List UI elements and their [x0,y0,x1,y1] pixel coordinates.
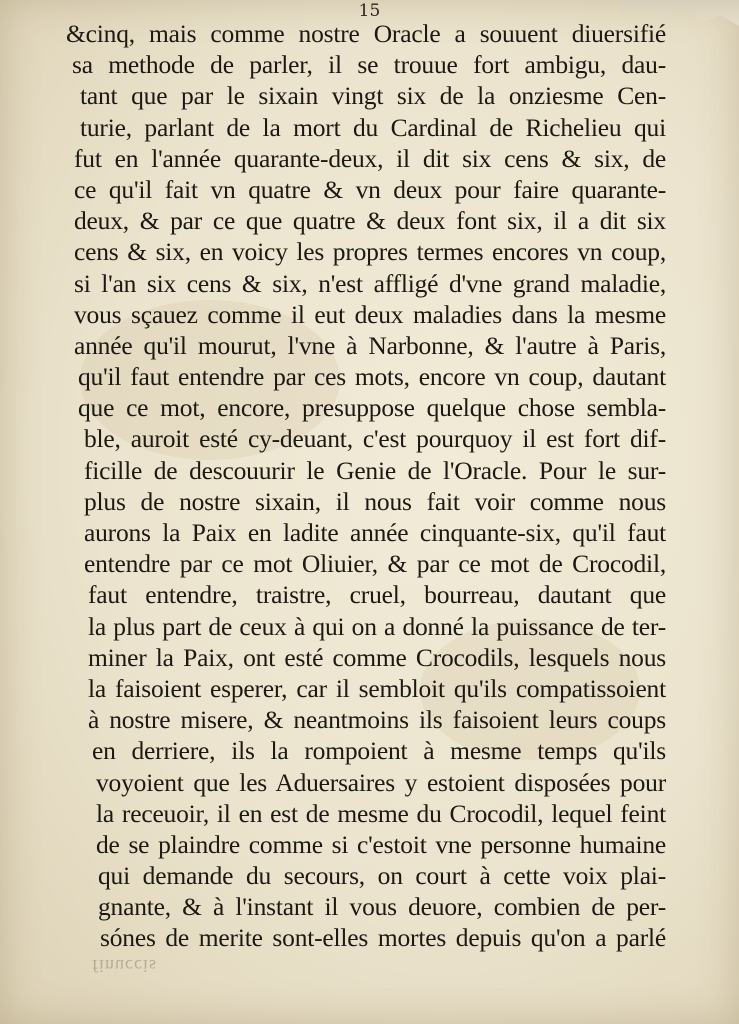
text-line: vous sçauez comme il eut deux maladies dans la mesme [74,299,666,329]
text-line: plus de nostre sixain, il nous fait voir comme nous [84,486,666,516]
text-line: de se plaindre comme si c'estoit vne personne humaine [96,829,666,859]
text-line: ficille de descouurir le Genie de l'Oracle. Pour le sur- [84,455,666,485]
text-line: à nostre misere, & neantmoins ils faisoient leurs coups [88,705,666,735]
text-line: miner la Paix, ont esté comme Crocodils, lesquels nous [88,642,666,672]
text-line: fut en l'année quarante-deux, il dit six cens & six, de [74,143,666,173]
text-line: deux, & par ce que quatre & deux font six, il a dit six [74,206,666,236]
text-line: qui demande du secours, on court à cette voix plai- [98,861,666,891]
text-line: faut entendre, traistre, cruel, bourreau, dautant que [88,580,666,610]
body-text [66,18,666,954]
text-line: tant que par le sixain vingt six de la onziesme Cen- [80,81,666,111]
text-line: la receuoir, il en est de mesme du Crocodil, lequel feint [96,798,666,828]
text-line: en derriere, ils la rompoient à mesme temps qu'ils [92,736,666,766]
text-line: gnante, & à l'instant il vous deuore, combien de per- [98,892,666,922]
text-line: turie, parlant de la mort du Cardinal de Richelieu qui [80,112,666,142]
show-through-text: finuccis [92,956,157,976]
text-line: si l'an six cens & six, n'est affligé d'vne grand maladie, [74,268,666,298]
text-line: qu'il faut entendre par ces mots, encore vn coup, dautant [78,362,666,392]
text-line: voyoient que les Aduersaires y estoient disposées pour [96,767,666,797]
text-line: la plus part de ceux à qui on a donné la puissance de ter- [88,611,666,641]
text-line: sónes de merite sont-elles mortes depuis qu'on a parlé [100,923,666,953]
text-line: ce qu'il fait vn quatre & vn deux pour faire quarante- [74,174,666,204]
text-line: sa methode de parler, il se trouue fort ambigu, dau- [72,50,666,80]
text-line: entendre par ce mot Oliuier, & par ce mot de Crocodil, [84,549,666,579]
text-line: la faisoient esperer, car il sembloit qu'ils compatissoient [88,673,666,703]
text-line: année qu'il mourut, l'vne à Narbonne, & l'autre à Paris, [74,330,666,360]
page-number: 15 [358,1,381,21]
text-line: aurons la Paix en ladite année cinquante-six, qu'il faut [84,518,666,547]
text-line: &cinq, mais comme nostre Oracle a souuent diuersifié [66,19,666,48]
text-line: cens & six, en voicy les propres termes encores vn coup, [74,237,666,267]
text-line: ble, auroit esté cy-deuant, c'est pourquoy il est fort dif- [84,424,666,454]
text-line: que ce mot, encore, presuppose quelque chose sembla- [78,393,666,423]
